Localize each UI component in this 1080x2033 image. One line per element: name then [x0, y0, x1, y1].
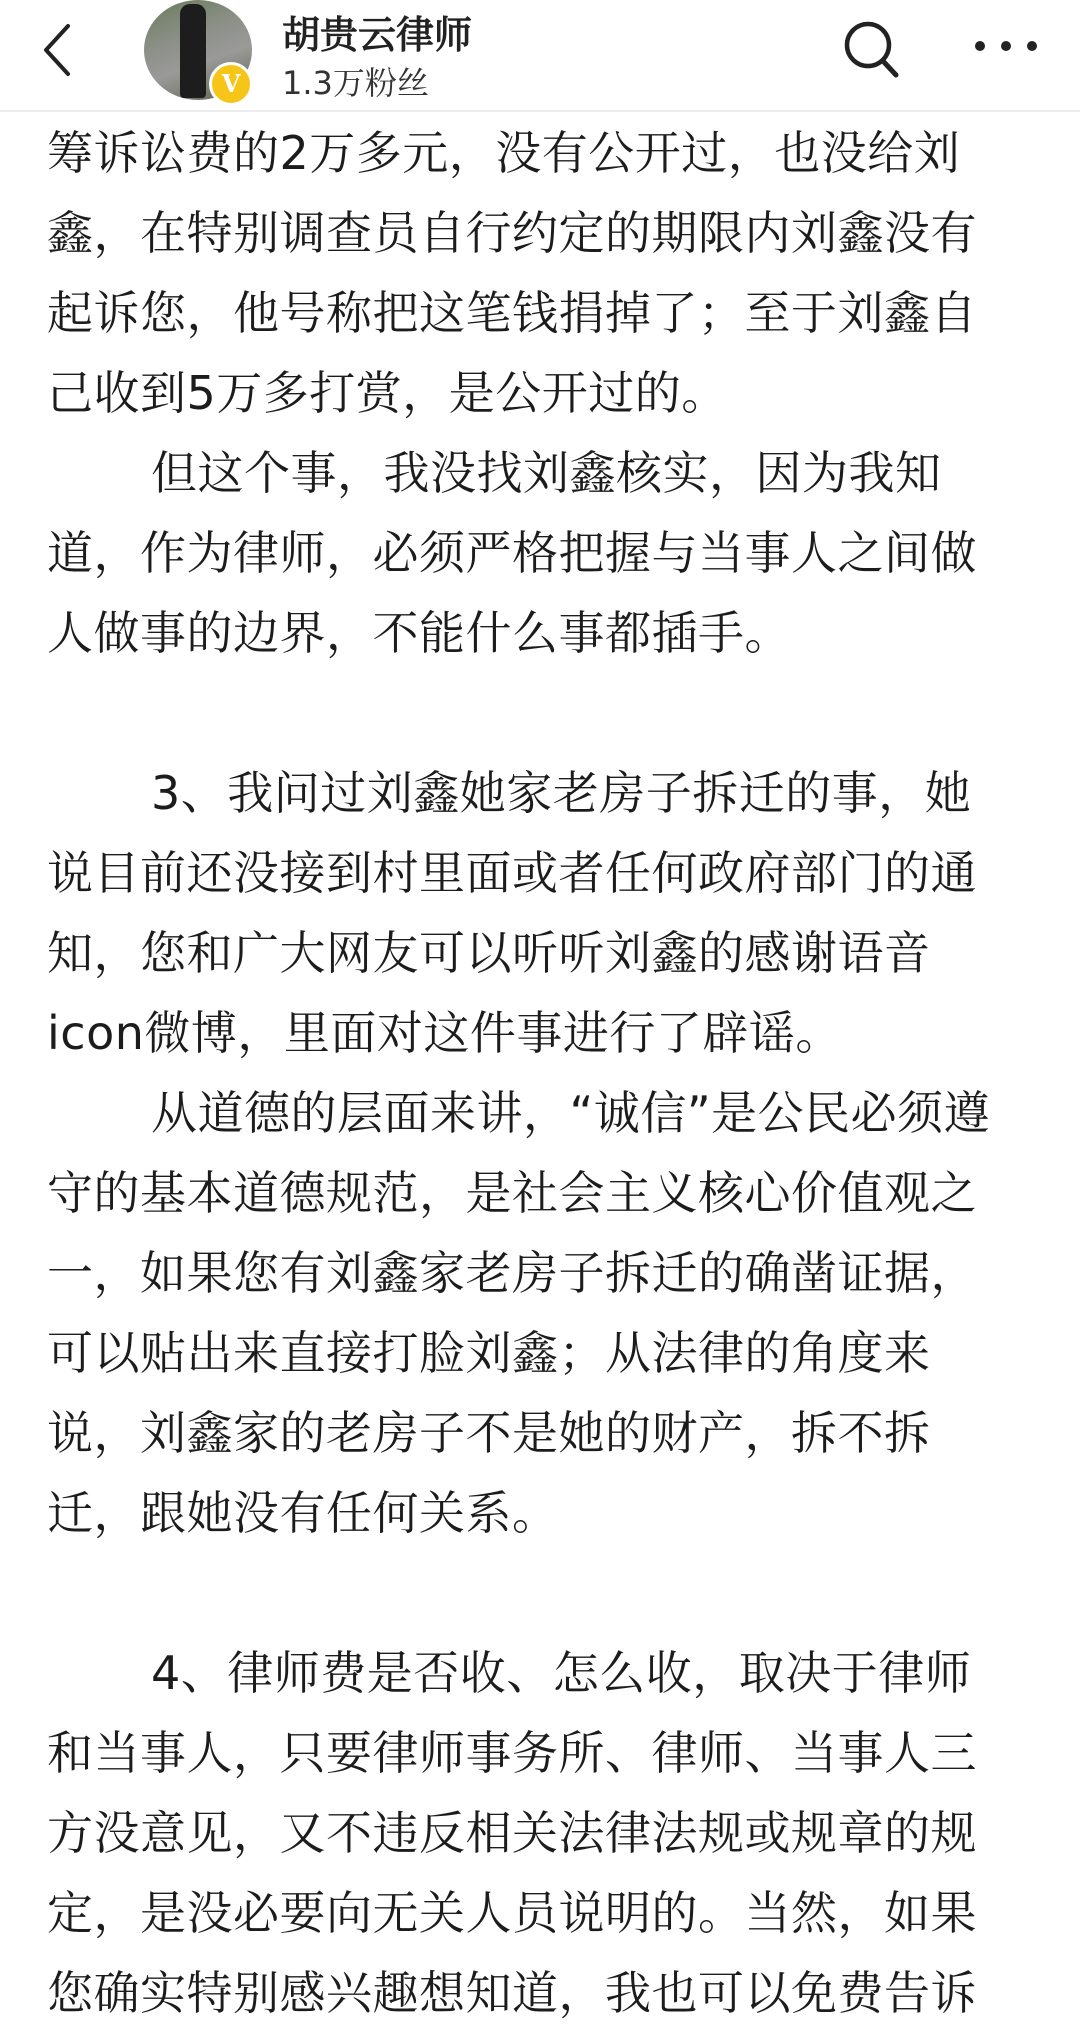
- text-line: 说目前还没接到村里面或者任何政府部门的通: [47, 846, 977, 900]
- text-line: 方没意见，又不违反相关法律法规或规章的规: [47, 1806, 977, 1860]
- chevron-left-icon: [38, 22, 78, 78]
- text-line: 4、律师费是否收、怎么收，取决于律师: [151, 1646, 972, 1700]
- text-line: 起诉您，他号称把这笔钱捐掉了；至于刘鑫自: [47, 286, 977, 340]
- text-line: 可以贴出来直接打脸刘鑫；从法律的角度来: [47, 1326, 931, 1380]
- text-line: icon微博，里面对这件事进行了辟谣。: [47, 1006, 842, 1060]
- account-name[interactable]: 胡贵云律师: [282, 13, 473, 57]
- text-line: 己收到5万多打赏，是公开过的。: [47, 366, 728, 420]
- text-line: 知，您和广大网友可以听听刘鑫的感谢语音: [47, 926, 931, 980]
- verified-badge-icon: V: [209, 62, 253, 106]
- text-line: 守的基本道德规范，是社会主义核心价值观之: [47, 1166, 977, 1220]
- back-button[interactable]: [38, 22, 78, 78]
- search-button[interactable]: [840, 18, 904, 82]
- top-bar: [0, 0, 1080, 112]
- more-options-button[interactable]: [972, 36, 1042, 56]
- text-line: 从道德的层面来讲，“诚信”是公民必须遵: [151, 1086, 991, 1140]
- text-line: 3、我问过刘鑫她家老房子拆迁的事，她: [151, 766, 972, 820]
- search-icon: [840, 18, 904, 82]
- more-dots-icon: [972, 36, 1042, 56]
- article-body: [47, 113, 1047, 2033]
- text-line: 一，如果您有刘鑫家老房子拆迁的确凿证据，: [47, 1246, 977, 1300]
- text-line: 您确实特别感兴趣想知道，我也可以免费告诉: [47, 1966, 977, 2020]
- text-line: 道，作为律师，必须严格把握与当事人之间做: [47, 526, 977, 580]
- follower-count: 1.3万粉丝: [282, 64, 429, 102]
- text-line: 人做事的边界，不能什么事都插手。: [47, 606, 791, 660]
- text-line: 说，刘鑫家的老房子不是她的财产，拆不拆: [47, 1406, 931, 1460]
- text-line: 和当事人，只要律师事务所、律师、当事人三: [47, 1726, 977, 1780]
- avatar-figure: [180, 4, 206, 98]
- text-line: 鑫，在特别调查员自行约定的期限内刘鑫没有: [47, 206, 977, 260]
- text-line: 迁，跟她没有任何关系。: [47, 1486, 559, 1540]
- blank-line: [47, 1553, 1047, 1633]
- text-line: 但这个事，我没找刘鑫核实，因为我知: [151, 446, 942, 500]
- blank-line: [47, 673, 1047, 753]
- text-line: 筹诉讼费的2万多元，没有公开过，也没给刘: [47, 126, 961, 180]
- text-line: 定，是没必要向无关人员说明的。当然，如果: [47, 1886, 977, 1940]
